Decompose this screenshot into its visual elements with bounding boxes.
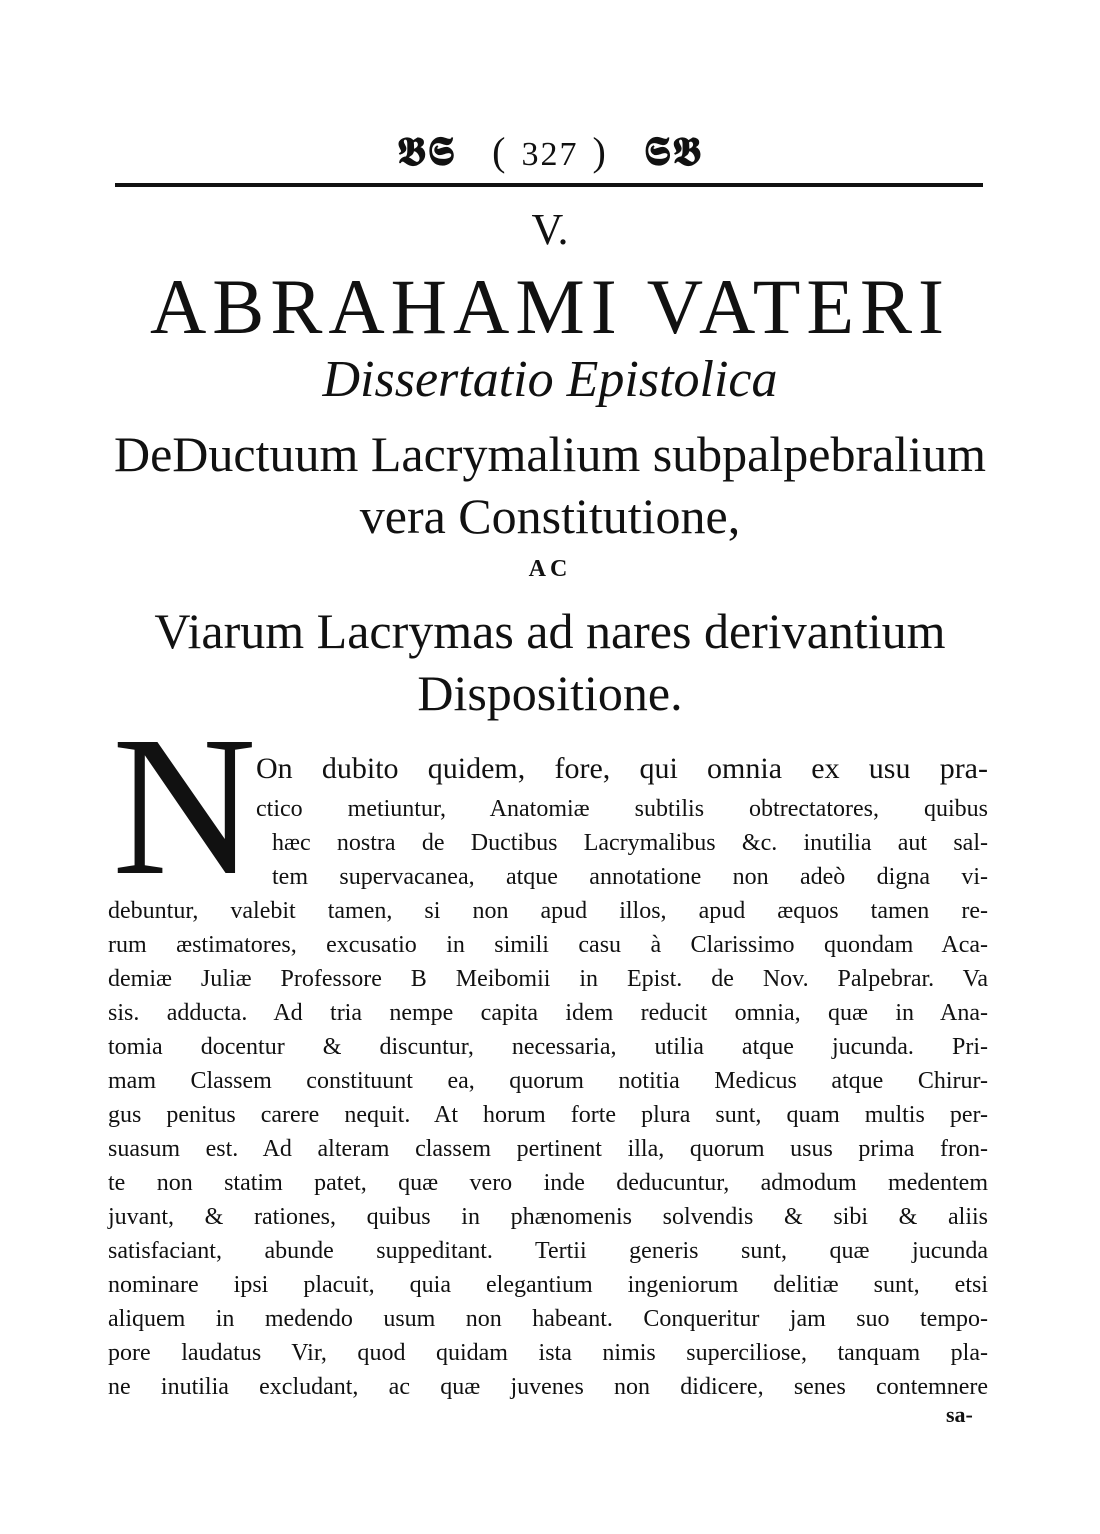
text-line: juvant, & rationes, quibus in phænomenis solvendis & sibi & aliis: [108, 1204, 988, 1230]
header-rule: [115, 183, 983, 187]
genre-heading: Dissertatio Epistolica: [322, 351, 778, 408]
text-line: hæc nostra de Ductibus Lacrymalibus &c. inutilia aut sal-: [272, 830, 988, 856]
catchword: sa-: [946, 1402, 973, 1427]
connective-word: AC: [528, 556, 572, 582]
text-line: On dubito quidem, fore, qui omnia ex usu pra-: [256, 752, 988, 785]
ornament-left: 𝕭𝕾: [397, 129, 457, 174]
text-line: tem supervacanea, atque annotatione non adeò digna vi-: [272, 864, 988, 890]
text-line: demiæ Juliæ Professore B Meibomii in Epist. de Nov. Palpebrar. Va: [108, 966, 988, 992]
author-heading: ABRAHAMI VATERI: [149, 263, 951, 350]
page-number: 327: [521, 136, 579, 173]
text-line: mam Classem constituunt ea, quorum notitia Medicus atque Chirur-: [108, 1068, 988, 1094]
text-line: rum æstimatores, excusatio in simili casu à Clarissimo quondam Aca-: [108, 932, 988, 958]
ornament-right: 𝕾𝕭: [643, 129, 703, 174]
paren-open: (: [492, 129, 508, 174]
subject-line: DeDuctuum Lacrymalium subpalpebralium: [114, 426, 986, 482]
text-line: aliquem in medendo usum non habeant. Conqueritur jam suo tempo-: [108, 1306, 988, 1332]
text-line: sis. adducta. Ad tria nempe capita idem reducit omnia, quæ in Ana-: [108, 1000, 988, 1026]
subject-line: Viarum Lacrymas ad nares derivantium: [154, 603, 946, 659]
subject-line: Dispositione.: [417, 665, 683, 721]
text-line: satisfaciant, abunde suppeditant. Tertii generis sunt, quæ jucunda: [108, 1238, 988, 1264]
text-line: pore laudatus Vir, quod quidam ista nimis superciliose, tanquam pla-: [108, 1340, 988, 1366]
text-line: gus penitus carere nequit. At horum forte plura sunt, quam multis per-: [108, 1102, 988, 1128]
text-line: tomia docentur & discuntur, necessaria, utilia atque jucunda. Pri-: [108, 1034, 988, 1060]
drop-cap: N: [112, 696, 257, 917]
text-line: nominare ipsi placuit, quia elegantium ingeniorum delitiæ sunt, etsi: [108, 1272, 988, 1298]
running-head: [0, 128, 1100, 175]
subject-line: vera Constitutione,: [359, 488, 741, 544]
text-line: ne inutilia excludant, ac quæ juvenes non didicere, senes contemnere: [108, 1374, 988, 1400]
text-line: te non statim patet, quæ vero inde deducuntur, admodum medentem: [108, 1170, 988, 1196]
text-line: ctico metiuntur, Anatomiæ subtilis obtrectatores, quibus: [256, 796, 988, 822]
paren-close: ): [592, 129, 608, 174]
text-line: suasum est. Ad alteram classem pertinent illa, quorum usus prima fron-: [108, 1136, 988, 1162]
text-line: debuntur, valebit tamen, si non apud illos, apud æquos tamen re-: [108, 898, 988, 924]
subject-heading: [0, 423, 1100, 547]
section-number: V.: [531, 205, 569, 254]
